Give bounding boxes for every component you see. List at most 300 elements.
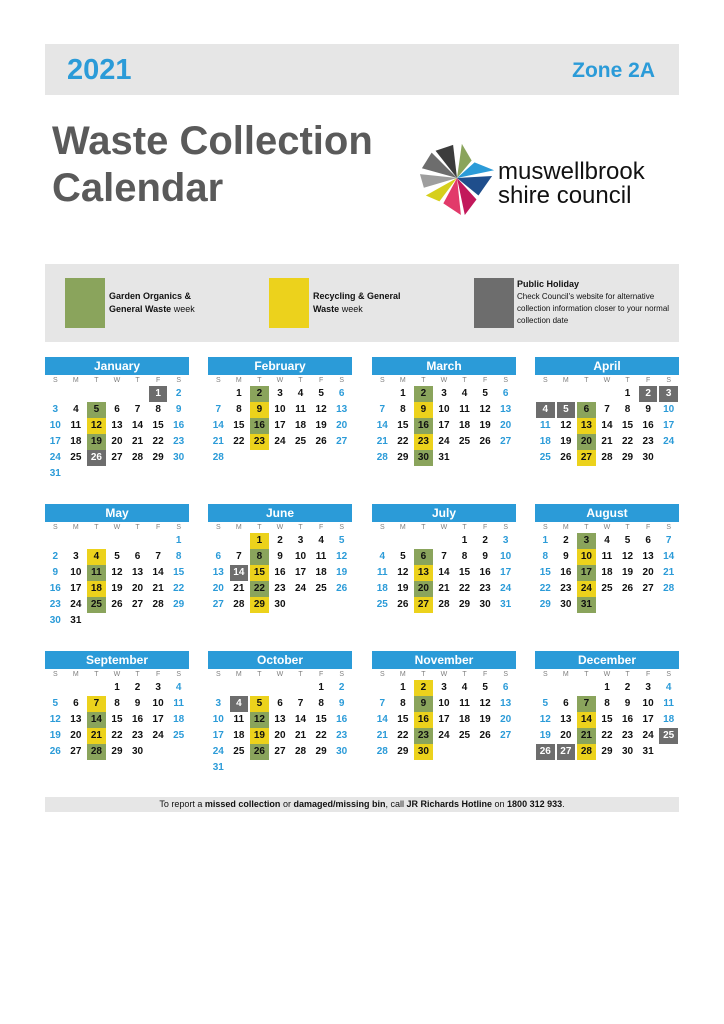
day-cell: 3	[645, 682, 651, 693]
day-cell: 13	[274, 714, 286, 725]
day-cell: 20	[500, 714, 512, 725]
weekday-label: S	[176, 671, 181, 678]
weekday-header	[45, 522, 189, 533]
month-title: October	[208, 651, 352, 669]
week-row	[535, 597, 679, 613]
weekday-label: S	[379, 671, 385, 678]
day-cell: 1	[400, 682, 406, 693]
day-cell: 16	[173, 420, 185, 431]
day-cell: 28	[152, 599, 164, 610]
day-cell: 28	[233, 599, 245, 610]
day-cell: 7	[441, 551, 447, 562]
day-cell: 10	[642, 698, 654, 709]
day-cell: 15	[397, 420, 409, 431]
empty-cell	[435, 533, 454, 549]
week-row	[208, 565, 352, 581]
day-cell: 5	[87, 402, 106, 418]
day-cell: 13	[577, 418, 596, 434]
weekday-label: T	[584, 377, 589, 384]
day-cell: 30	[49, 615, 61, 626]
day-cell: 19	[336, 567, 348, 578]
zone-label: Zone 2A	[572, 59, 655, 82]
day-cell: 26	[336, 583, 348, 594]
day-cell: 18	[315, 567, 327, 578]
day-cell: 26	[49, 746, 61, 757]
day-cell: 27	[577, 450, 596, 466]
title-line-2: Calendar	[52, 166, 224, 210]
day-cell: 30	[642, 452, 654, 463]
empty-cell	[230, 760, 249, 776]
weekday-label: W	[440, 671, 448, 678]
day-cell: 29	[315, 746, 327, 757]
day-cell: 14	[131, 420, 144, 431]
empty-cell	[108, 466, 127, 482]
day-cell: 22	[601, 730, 613, 741]
empty-cell	[230, 680, 249, 696]
weekday-label: T	[584, 524, 589, 531]
day-cell: 26	[87, 450, 106, 466]
week-row	[45, 613, 189, 629]
day-cell: 23	[479, 583, 491, 594]
month-june	[208, 504, 352, 613]
empty-cell	[312, 597, 331, 613]
day-cell: 24	[577, 581, 596, 597]
day-cell: 2	[277, 535, 283, 546]
day-cell: 20	[642, 567, 654, 578]
day-cell: 13	[500, 404, 512, 415]
day-cell: 12	[621, 551, 634, 562]
day-cell: 3	[52, 404, 59, 415]
day-cell: 4	[665, 682, 672, 693]
day-cell: 16	[560, 567, 572, 578]
weekday-label: W	[440, 377, 448, 384]
day-cell: 13	[642, 551, 654, 562]
day-cell: 8	[400, 404, 406, 415]
day-cell: 5	[338, 535, 345, 546]
empty-cell	[87, 466, 106, 482]
day-cell: 11	[539, 420, 551, 431]
weekday-label: F	[482, 524, 488, 531]
weekday-label: T	[421, 524, 426, 531]
empty-cell	[577, 386, 596, 402]
day-cell: 4	[175, 682, 182, 693]
day-cell: 7	[134, 404, 141, 415]
day-cell: 1	[461, 535, 468, 546]
weekday-label: S	[503, 377, 508, 384]
weekday-label: T	[421, 377, 426, 384]
empty-cell	[332, 760, 351, 776]
month-title: August	[535, 504, 679, 522]
empty-cell	[536, 386, 555, 402]
day-cell: 25	[294, 436, 307, 447]
week-row	[208, 696, 352, 712]
day-cell: 8	[624, 404, 631, 415]
day-cell: 9	[338, 698, 345, 709]
weekday-header	[535, 669, 679, 680]
day-cell: 22	[173, 583, 185, 594]
day-cell: 20	[131, 583, 144, 594]
day-cell: 4	[73, 404, 79, 415]
empty-cell	[373, 386, 392, 402]
day-cell: 26	[315, 436, 327, 447]
weekday-label: S	[176, 377, 181, 384]
week-row	[372, 434, 516, 450]
weekday-label: T	[625, 671, 630, 678]
day-cell: 3	[659, 386, 678, 402]
day-cell: 7	[379, 404, 386, 415]
weekday-label: S	[503, 524, 508, 531]
weekday-label: T	[135, 671, 140, 678]
week-row	[372, 744, 516, 760]
day-cell: 11	[233, 714, 245, 725]
day-cell: 12	[49, 714, 61, 725]
day-cell: 12	[111, 567, 123, 578]
week-row	[535, 533, 679, 549]
day-cell: 5	[542, 698, 549, 709]
day-cell: 28	[663, 583, 675, 594]
empty-cell	[169, 613, 188, 629]
day-cell: 22	[233, 436, 245, 447]
day-cell: 7	[155, 551, 161, 562]
day-cell: 6	[502, 682, 509, 693]
week-row	[45, 533, 189, 549]
week-row	[208, 402, 352, 418]
day-cell: 15	[173, 567, 185, 578]
day-cell: 14	[663, 551, 675, 562]
day-cell: 15	[458, 567, 471, 578]
week-row	[535, 434, 679, 450]
empty-cell	[209, 533, 228, 549]
weekday-header	[45, 375, 189, 386]
week-row	[208, 680, 352, 696]
day-cell: 18	[458, 420, 471, 431]
day-cell: 8	[318, 698, 324, 709]
day-cell: 23	[173, 436, 185, 447]
day-cell: 30	[560, 599, 572, 610]
day-cell: 21	[233, 583, 245, 594]
day-cell: 8	[236, 404, 242, 415]
weekday-label: W	[603, 671, 611, 678]
week-row	[45, 744, 189, 760]
day-cell: 19	[621, 567, 634, 578]
day-cell: 24	[274, 436, 286, 447]
empty-cell	[476, 450, 495, 466]
weekday-label: W	[113, 671, 121, 678]
week-row	[372, 402, 516, 418]
day-cell: 12	[539, 714, 551, 725]
day-cell: 16	[479, 567, 491, 578]
week-row	[208, 418, 352, 434]
day-cell: 20	[274, 730, 286, 741]
weekday-label: F	[645, 377, 651, 384]
weekday-label: F	[318, 524, 324, 531]
day-cell: 29	[173, 599, 185, 610]
weekday-label: W	[276, 524, 284, 531]
weekday-header	[372, 375, 516, 386]
day-cell: 16	[642, 420, 654, 431]
day-cell: 2	[563, 535, 569, 546]
day-cell: 3	[73, 551, 79, 562]
empty-cell	[598, 597, 617, 613]
day-cell: 16	[49, 583, 61, 594]
month-title: November	[372, 651, 516, 669]
month-april	[535, 357, 679, 466]
day-cell: 20	[336, 420, 348, 431]
day-cell: 17	[152, 714, 164, 725]
empty-cell	[67, 466, 86, 482]
day-cell: 29	[111, 746, 123, 757]
week-row	[535, 680, 679, 696]
weekday-label: T	[94, 524, 99, 531]
day-cell: 23	[621, 730, 634, 741]
day-cell: 1	[114, 682, 120, 693]
day-cell: 25	[87, 597, 106, 613]
day-cell: 9	[414, 696, 433, 712]
day-cell: 25	[601, 583, 613, 594]
day-cell: 5	[482, 682, 488, 693]
day-cell: 21	[601, 436, 613, 447]
page-title	[52, 118, 373, 212]
day-cell: 15	[601, 714, 613, 725]
day-cell: 14	[376, 714, 388, 725]
weekday-label: S	[542, 524, 548, 531]
day-cell: 11	[87, 565, 106, 581]
day-cell: 22	[397, 436, 409, 447]
weekday-label: F	[155, 377, 161, 384]
empty-cell	[87, 613, 106, 629]
weekday-label: F	[645, 671, 651, 678]
empty-cell	[87, 386, 106, 402]
empty-cell	[536, 680, 555, 696]
day-cell: 1	[542, 535, 549, 546]
empty-cell	[108, 613, 127, 629]
day-cell: 7	[297, 698, 304, 709]
day-cell: 17	[49, 436, 61, 447]
week-row	[45, 597, 189, 613]
day-cell: 3	[441, 388, 447, 399]
day-cell: 9	[250, 402, 269, 418]
day-cell: 19	[87, 434, 106, 450]
empty-cell	[108, 533, 127, 549]
weekday-label: T	[462, 524, 467, 531]
month-december	[535, 651, 679, 760]
day-cell: 27	[642, 583, 654, 594]
empty-cell	[394, 533, 413, 549]
day-cell: 12	[315, 404, 327, 415]
weekday-label: W	[113, 524, 121, 531]
weekday-label: M	[399, 524, 406, 531]
day-cell: 15	[152, 420, 164, 431]
day-cell: 4	[297, 388, 304, 399]
week-row	[372, 728, 516, 744]
weekday-label: T	[298, 671, 303, 678]
weekday-header	[208, 375, 352, 386]
weekday-label: T	[421, 671, 426, 678]
day-cell: 10	[663, 404, 675, 415]
day-cell: 5	[52, 698, 59, 709]
day-cell: 23	[336, 730, 348, 741]
star-logo-icon	[418, 138, 496, 218]
day-cell: 22	[458, 583, 471, 594]
day-cell: 7	[215, 404, 222, 415]
empty-cell	[496, 450, 515, 466]
day-cell: 20	[500, 420, 512, 431]
week-row	[45, 581, 189, 597]
week-row	[45, 680, 189, 696]
weekday-label: F	[482, 377, 488, 384]
title-line-1: Waste Collection	[52, 119, 373, 163]
legend-garden-text: Garden Organics & General Waste week	[109, 291, 195, 314]
weekday-header	[372, 669, 516, 680]
day-cell: 17	[642, 714, 654, 725]
weekday-label: S	[339, 377, 344, 384]
day-cell: 22	[152, 436, 164, 447]
logo-line-1: muswellbrook	[498, 158, 645, 185]
weekday-label: T	[94, 671, 99, 678]
day-cell: 2	[414, 386, 433, 402]
empty-cell	[149, 466, 168, 482]
empty-cell	[209, 386, 228, 402]
weekday-label: S	[339, 671, 344, 678]
day-cell: 12	[479, 698, 491, 709]
empty-cell	[455, 450, 474, 466]
day-cell: 24	[438, 730, 450, 741]
day-cell: 18	[173, 714, 185, 725]
day-cell: 21	[438, 583, 450, 594]
day-cell: 28	[376, 452, 388, 463]
day-cell: 10	[152, 698, 164, 709]
day-cell: 24	[642, 730, 654, 741]
weekday-label: T	[94, 377, 99, 384]
day-cell: 26	[250, 744, 269, 760]
day-cell: 25	[70, 452, 82, 463]
day-cell: 27	[274, 746, 286, 757]
weekday-header	[535, 522, 679, 533]
day-cell: 31	[212, 762, 224, 773]
day-cell: 15	[250, 565, 269, 581]
empty-cell	[659, 744, 678, 760]
weekday-label: S	[379, 377, 385, 384]
day-cell: 14	[87, 712, 106, 728]
day-cell: 10	[49, 420, 61, 431]
day-cell: 8	[155, 404, 161, 415]
month-march	[372, 357, 516, 466]
week-row	[372, 712, 516, 728]
weekday-label: S	[176, 524, 181, 531]
legend-holiday-swatch	[474, 278, 514, 328]
day-cell: 1	[318, 682, 324, 693]
week-row	[535, 565, 679, 581]
day-cell: 7	[87, 696, 106, 712]
empty-cell	[577, 680, 596, 696]
day-cell: 5	[114, 551, 120, 562]
weekday-label: T	[462, 671, 467, 678]
weekday-label: M	[235, 377, 242, 384]
day-cell: 27	[70, 746, 82, 757]
weekday-label: M	[235, 671, 242, 678]
month-title: July	[372, 504, 516, 522]
day-cell: 22	[397, 730, 409, 741]
day-cell: 22	[315, 730, 327, 741]
day-cell: 23	[560, 583, 572, 594]
weekday-label: T	[298, 524, 303, 531]
week-row	[535, 386, 679, 402]
day-cell: 10	[500, 551, 512, 562]
day-cell: 24	[438, 436, 450, 447]
day-cell: 19	[49, 730, 61, 741]
day-cell: 8	[461, 551, 468, 562]
empty-cell	[618, 597, 637, 613]
day-cell: 12	[250, 712, 269, 728]
day-cell: 10	[577, 549, 596, 565]
day-cell: 17	[274, 420, 286, 431]
empty-cell	[230, 533, 249, 549]
day-cell: 19	[250, 728, 269, 744]
day-cell: 31	[49, 468, 61, 479]
month-title: March	[372, 357, 516, 375]
day-cell: 31	[577, 597, 596, 613]
day-cell: 14	[152, 567, 164, 578]
day-cell: 1	[400, 388, 406, 399]
day-cell: 7	[236, 551, 242, 562]
empty-cell	[476, 744, 495, 760]
weekday-label: T	[135, 377, 140, 384]
day-cell: 30	[173, 452, 185, 463]
day-cell: 25	[376, 599, 388, 610]
week-row	[535, 696, 679, 712]
day-cell: 23	[131, 730, 144, 741]
month-title: May	[45, 504, 189, 522]
weekday-label: F	[155, 671, 161, 678]
day-cell: 17	[663, 420, 675, 431]
month-september	[45, 651, 189, 760]
weekday-header	[372, 522, 516, 533]
empty-cell	[557, 386, 576, 402]
day-cell: 2	[639, 386, 658, 402]
week-row	[372, 565, 516, 581]
day-cell: 28	[376, 746, 388, 757]
day-cell: 29	[397, 746, 409, 757]
day-cell: 15	[315, 714, 327, 725]
day-cell: 18	[601, 567, 613, 578]
day-cell: 11	[315, 551, 327, 562]
day-cell: 16	[131, 714, 144, 725]
week-row	[372, 386, 516, 402]
month-november	[372, 651, 516, 760]
day-cell: 30	[414, 450, 433, 466]
day-cell: 29	[250, 597, 269, 613]
weekday-label: M	[235, 524, 242, 531]
day-cell: 21	[376, 730, 388, 741]
weekday-label: S	[52, 377, 58, 384]
day-cell: 28	[438, 599, 450, 610]
day-cell: 10	[294, 551, 307, 562]
week-row	[372, 581, 516, 597]
week-row	[535, 728, 679, 744]
day-cell: 23	[642, 436, 654, 447]
day-cell: 21	[212, 436, 224, 447]
day-cell: 4	[461, 682, 468, 693]
day-cell: 31	[642, 746, 654, 757]
empty-cell	[455, 744, 474, 760]
day-cell: 9	[645, 404, 651, 415]
day-cell: 6	[215, 551, 222, 562]
day-cell: 27	[414, 597, 433, 613]
day-cell: 10	[438, 404, 450, 415]
week-row	[45, 712, 189, 728]
day-cell: 23	[250, 434, 269, 450]
day-cell: 26	[536, 744, 555, 760]
